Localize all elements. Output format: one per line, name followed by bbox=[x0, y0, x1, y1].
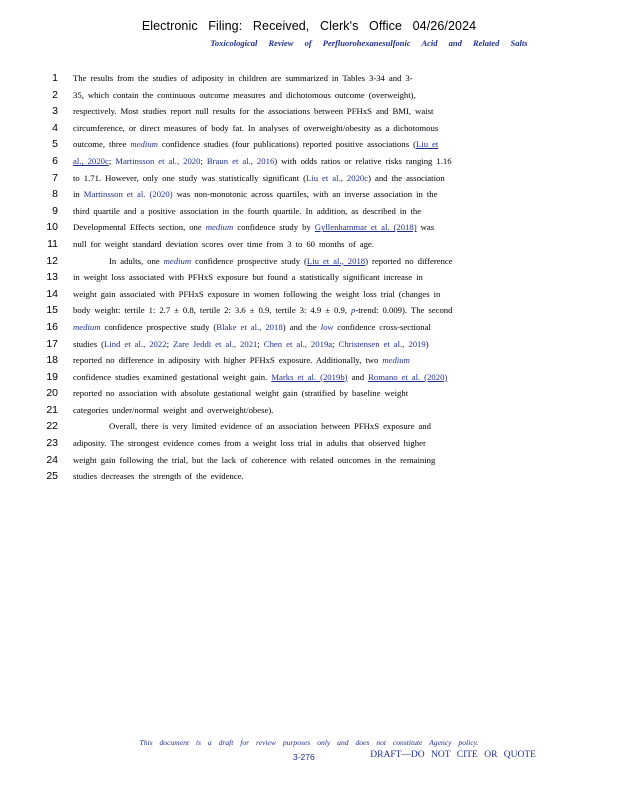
citation-link[interactable]: Marks et al. (2019b) bbox=[271, 371, 348, 382]
line-number: 9 bbox=[52, 204, 58, 217]
line-text bbox=[73, 238, 584, 250]
citation-link[interactable]: al., 2020c bbox=[73, 155, 109, 166]
line-number: 5 bbox=[52, 138, 58, 151]
text-run: weight gain associated with PFHxS exposure in women following the weight loss trial (changes in bbox=[73, 288, 441, 299]
text-run: and bbox=[347, 371, 369, 382]
document-line bbox=[36, 89, 584, 106]
text-run: In adults, one bbox=[109, 255, 164, 266]
document-line bbox=[36, 371, 584, 388]
line-text bbox=[73, 387, 584, 399]
text-run: ) reported no difference bbox=[365, 255, 453, 266]
text-run: reported no association with absolute gestational weight gain (stratified by baseline weight bbox=[73, 388, 409, 399]
text-run: ; bbox=[332, 338, 339, 349]
document-line bbox=[36, 105, 584, 122]
page-number: 3-276 bbox=[293, 752, 315, 762]
text-run: The results from the studies of adiposity in children are summarized in Tables 3-34 and 3- bbox=[73, 73, 413, 83]
line-text bbox=[73, 304, 584, 316]
text-run: body weight: tertile 1: 2.7 ± 0.8, tertile 2: 3.6 ± 0.9, tertile 3: 4.9 ± 0.9, bbox=[73, 305, 351, 316]
line-number: 6 bbox=[52, 154, 58, 167]
line-text bbox=[73, 454, 584, 466]
text-run: ; bbox=[200, 155, 207, 166]
document-line bbox=[36, 387, 584, 404]
text-run: categories under/normal weight and overweight/obese). bbox=[73, 404, 274, 415]
line-text bbox=[73, 221, 584, 233]
emphasis-text: medium bbox=[382, 355, 410, 366]
document-line bbox=[36, 255, 584, 272]
line-number: 10 bbox=[46, 221, 58, 234]
line-text bbox=[73, 338, 584, 350]
document-line bbox=[36, 72, 584, 89]
document-line bbox=[36, 321, 584, 338]
text-run: 35, which contain the continuous outcome measures and dichotomous outcome (overweight), bbox=[73, 89, 416, 100]
line-text bbox=[73, 470, 584, 482]
text-run: circumference, or direct measures of body fat. In analyses of overweight/obesity as a dichotomous bbox=[73, 122, 439, 133]
text-run: studies decreases the strength of the evidence. bbox=[73, 471, 244, 482]
text-run: Developmental Effects section, one bbox=[73, 222, 206, 233]
document-line bbox=[36, 271, 584, 288]
line-number: 24 bbox=[46, 453, 58, 466]
text-run: reported no difference in adiposity with higher PFHxS exposure. Additionally, two bbox=[73, 355, 383, 366]
line-number: 16 bbox=[46, 320, 58, 333]
line-number: 19 bbox=[46, 370, 58, 383]
line-text bbox=[73, 89, 584, 101]
emphasis-text: medium bbox=[73, 321, 101, 332]
emphasis-text: low bbox=[320, 321, 334, 332]
line-number: 18 bbox=[46, 354, 58, 367]
line-number: 22 bbox=[46, 420, 58, 433]
document-line bbox=[36, 172, 584, 189]
text-run: ) bbox=[425, 338, 429, 349]
line-text bbox=[73, 437, 584, 449]
citation-link[interactable]: Gyllenhammar et al. (2018) bbox=[314, 222, 417, 233]
line-text bbox=[73, 138, 584, 150]
line-number: 8 bbox=[52, 188, 58, 201]
document-line bbox=[36, 122, 584, 139]
citation-link[interactable]: Martinsson et al. (2020) bbox=[83, 189, 173, 200]
draft-notice: DRAFT—DO NOT CITE OR QUOTE bbox=[370, 750, 536, 760]
text-run: confidence study by bbox=[233, 222, 315, 233]
citation-link[interactable]: Liu et al., 2020c bbox=[306, 172, 369, 183]
text-run: null for weight standard deviation scores over time from 3 to 60 months of age. bbox=[73, 238, 374, 249]
line-text bbox=[73, 155, 584, 167]
text-run: to 1.71. However, only one study was statistically significant ( bbox=[73, 172, 307, 183]
emphasis-text: medium bbox=[205, 222, 234, 233]
line-text bbox=[73, 122, 584, 134]
text-run: ; bbox=[257, 338, 264, 349]
line-number: 25 bbox=[46, 470, 58, 483]
line-text bbox=[73, 321, 584, 333]
document-line bbox=[36, 420, 584, 437]
emphasis-text: medium bbox=[130, 139, 158, 150]
line-number: 21 bbox=[46, 403, 58, 416]
citation-link[interactable]: Lind et al., 2022 bbox=[104, 338, 167, 349]
document-line bbox=[36, 338, 584, 355]
line-text bbox=[73, 255, 584, 267]
line-text bbox=[73, 420, 584, 432]
running-head: Toxicological Review of Perfluorohexanesulfonic Acid and Related Salts bbox=[210, 38, 528, 48]
citation-link[interactable]: Zare Jeddi et al., 2021 bbox=[172, 338, 258, 349]
text-run: third quartile and a positive association in the fourth quartile. In addition, as described in the bbox=[73, 205, 422, 216]
text-run: in weight loss associated with PFHxS exposure but found a statistically significant increase in bbox=[73, 272, 423, 283]
line-number: 23 bbox=[46, 437, 58, 450]
emphasis-text: p bbox=[350, 305, 356, 316]
line-number: 7 bbox=[52, 171, 58, 184]
draft-disclaimer: This document is a draft for review purposes only and does not constitute Agency policy. bbox=[139, 738, 479, 747]
document-line bbox=[36, 188, 584, 205]
document-line bbox=[36, 221, 584, 238]
line-text bbox=[73, 354, 584, 366]
line-text bbox=[73, 271, 584, 283]
text-run: confidence studies examined gestational weight gain. bbox=[73, 371, 272, 382]
document-line bbox=[36, 304, 584, 321]
document-line bbox=[36, 238, 584, 255]
document-line bbox=[36, 470, 584, 487]
document-line bbox=[36, 354, 584, 371]
text-run: Overall, there is very limited evidence of an association between PFHxS exposure and bbox=[109, 421, 431, 432]
text-run: confidence prospective study ( bbox=[191, 255, 307, 266]
text-run: confidence prospective study ( bbox=[100, 321, 217, 332]
line-number: 1 bbox=[52, 72, 58, 84]
document-line bbox=[36, 138, 584, 155]
line-number: 15 bbox=[46, 304, 58, 317]
text-run: ; bbox=[108, 155, 116, 166]
line-text bbox=[73, 404, 584, 416]
line-number: 11 bbox=[47, 237, 58, 250]
line-text bbox=[73, 172, 584, 184]
line-text bbox=[73, 288, 584, 300]
text-run: ; bbox=[166, 338, 173, 349]
line-number: 3 bbox=[52, 105, 58, 118]
citation-link[interactable]: Romano et al. (2020) bbox=[368, 371, 448, 382]
text-run: was bbox=[416, 222, 435, 233]
document-line bbox=[36, 454, 584, 471]
document-line bbox=[36, 205, 584, 222]
document-line bbox=[36, 288, 584, 305]
line-number: 20 bbox=[46, 387, 58, 400]
text-run: was non-monotonic across quartiles, with an inverse association in the bbox=[172, 189, 438, 200]
citation-link[interactable]: Blake et al., 2018 bbox=[216, 321, 283, 332]
text-run: confidence studies (four publications) reported positive associations ( bbox=[157, 139, 416, 150]
text-run: weight gain following the trial, but the lack of coherence with related outcomes in the remaining bbox=[73, 454, 436, 465]
text-run: studies ( bbox=[73, 338, 104, 349]
line-number: 13 bbox=[46, 271, 58, 284]
emphasis-text: medium bbox=[163, 255, 192, 266]
line-number: 4 bbox=[52, 121, 58, 134]
document-line bbox=[36, 155, 584, 172]
line-number: 12 bbox=[46, 254, 58, 267]
text-run: confidence cross-sectional bbox=[333, 321, 431, 332]
line-number: 17 bbox=[46, 337, 58, 350]
text-run: outcome, three bbox=[73, 139, 131, 150]
citation-link[interactable]: Liu et bbox=[416, 139, 439, 150]
line-text bbox=[73, 371, 584, 383]
document-body bbox=[36, 72, 584, 487]
text-run: adiposity. The strongest evidence comes from a weight loss trial in adults that observed higher bbox=[73, 438, 426, 449]
text-run: -trend: 0.009). The second bbox=[355, 305, 453, 316]
document-line bbox=[36, 404, 584, 421]
document-line bbox=[36, 437, 584, 454]
citation-link[interactable]: Chen et al., 2019a bbox=[263, 338, 333, 349]
text-run: ) and the bbox=[282, 321, 321, 332]
line-text bbox=[73, 105, 584, 117]
text-run: respectively. Most studies report null results for the associations between PFHxS and BMI, waist bbox=[73, 106, 434, 117]
text-run: in bbox=[73, 189, 84, 200]
text-run: ) with odds ratios or relative risks ranging 1.16 bbox=[274, 155, 452, 166]
citation-link[interactable]: Braun et al., 2016 bbox=[206, 155, 275, 166]
line-text bbox=[73, 205, 584, 217]
citation-link[interactable]: Martinsson et al., 2020 bbox=[115, 155, 201, 166]
line-text bbox=[73, 188, 584, 200]
text-run: ) and the association bbox=[368, 172, 445, 183]
line-text bbox=[73, 72, 584, 84]
citation-link[interactable]: Christensen et al., 2019 bbox=[338, 338, 426, 349]
line-number: 14 bbox=[46, 287, 58, 300]
line-number: 2 bbox=[52, 88, 58, 101]
filing-stamp: Electronic Filing: Received, Clerk's Office 04/26/2024 bbox=[141, 19, 477, 33]
citation-link[interactable]: Liu et al., 2018 bbox=[306, 255, 366, 266]
